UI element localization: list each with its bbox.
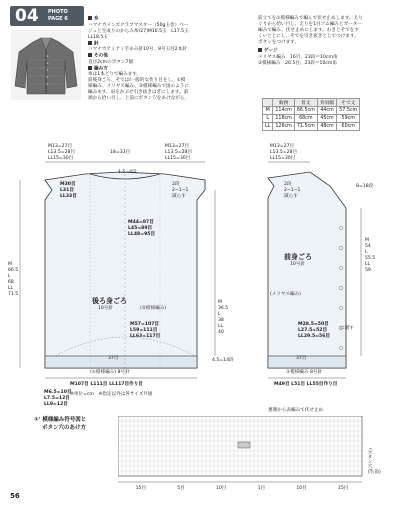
back-height-labels: M 66.5 L 68 LL 71.5 [8, 262, 19, 297]
front-decrease: 2段 2−1−1 減らす [284, 182, 301, 199]
yarn-heading: 糸 [88, 16, 248, 23]
front-cast-on: M49目 L51目 LL55目作り目 [274, 382, 338, 387]
method-line: 端から拾い目し、上前にボタン穴をあけながら、 [88, 96, 190, 101]
collar-rows: M6.5=10目 L7.5=12目 LL9=12目 [44, 390, 72, 407]
back-body-title: 後ろ身ごろ [92, 297, 127, 305]
back-shoulder-labels-right: M13=27目 L13.5=28目 LL15=30目 [165, 144, 193, 161]
stitch-chart-grid [118, 416, 388, 488]
page-label: PAGE 6 [48, 16, 68, 22]
back-side-rows: 4.5=14段 [212, 358, 234, 363]
yarn-line: ハマナカメンズクラブマスター（50g玉巻）ベー [88, 22, 189, 28]
size-table-row: L 118cm 68cm 45cm 59cm [263, 115, 360, 123]
gauge-heading: ゲージ [258, 48, 392, 55]
back-decrease: 2段 2−1−1 減らす [172, 182, 189, 199]
method-line: 糸は1本どりで編みます。 [88, 72, 142, 77]
back-shoulder-labels: M13=27目 L13.5=28目 LL15=30目 [48, 144, 76, 161]
chart-bottom-counts: 15目 5目 10目 1目 10目 15目 [135, 486, 349, 491]
pattern-number: 04 [15, 6, 39, 26]
diagram-note: ※単位=cm ※指定以外は各サイズ共通 [70, 392, 153, 397]
back-pattern-2: (②模様編み) [140, 306, 167, 311]
back-neck-depth: 1.5=4段 [118, 170, 137, 175]
gauge-line: メリヤス編み 16目、23段＝10cm角 [258, 54, 338, 60]
front-shoulder-labels: M13=27目 L13.5=28目 LL15=30目 [270, 144, 298, 161]
chart-section-title: ①' 模様編み符号図と ボタン穴のあけ方 [34, 417, 87, 431]
yarn-line: ジュと生成りのからみ糸(27)M16.5玉 L17.5玉 [88, 28, 189, 34]
chart-side-note: (右前) [368, 470, 381, 475]
back-armhole-labels: M 36.5 L 38 LL 40 [218, 300, 229, 335]
method-continued [258, 16, 392, 67]
back-cast-on: M107目 L111目 LL117目作り目 [70, 382, 143, 387]
photo-label: PHOTO [48, 9, 68, 15]
back-chest-stitches: M44=87目 L45=89目 LL48=95目 [128, 220, 156, 237]
yarn-line: LL18.5玉 [88, 34, 108, 40]
front-height-labels: M 54 L 55.5 LL 59 [365, 238, 376, 273]
method-line: ぐりから拾い目し、えりを1目ゴム編みとガーター [258, 22, 362, 27]
front-ribbing-band [268, 356, 346, 368]
chart-top-note: 裏側から表編みで伏せ止め [268, 408, 324, 413]
size-table-row: LL 126cm 71.5cm 48cm 60cm [263, 123, 360, 131]
back-hem-width: 37目 [108, 356, 119, 361]
method-line: 前立てを①模様編みで編んで伏せ止めします。えり [258, 16, 363, 21]
front-hem-stitches: M28.5=50目 L27.5=52目 LL29.5=56目 [298, 322, 331, 339]
size-table-header: 胸囲 着丈 背肩幅 そで丈 [263, 99, 360, 107]
front-body-title: 前身ごろ [284, 253, 312, 261]
back-neck-width: 18=33目 [110, 150, 131, 155]
method-line: 編みで編み、伏せ止めにします。わきとそでをす [258, 28, 359, 33]
size-table-row: M 114cm 66.5cm 44cm 57.5cm [263, 107, 360, 115]
front-hem-width: 37目 [296, 356, 307, 361]
front-needle: 10号針 [290, 262, 306, 267]
needle-line: ハマナカアミアミ手あみ針10号、8号玉付2本針 [88, 47, 187, 52]
back-needle: 10号針 [98, 306, 114, 311]
other-line: 直径2cmのボタン7個 [88, 59, 134, 65]
method-line: 様編み、メリヤス編み、②模様編みで図のように [88, 84, 189, 89]
gauge-line: ②模様編み 20.5目、23段＝10cm角 [258, 60, 337, 66]
method-line: 編みます。肩をかぶせ引き抜きはぎにします。前 [88, 90, 189, 95]
front-hole-note: に増す [340, 326, 354, 331]
method-heading: 編み方 [88, 66, 248, 73]
needle-heading: 針 [88, 41, 248, 48]
front-band-label: (メリヤス編み) [270, 292, 301, 297]
front-pattern-1: ①模様編み 8号針 [286, 370, 323, 375]
size-table [262, 98, 360, 131]
method-line: くいとじにし、そでを引き抜きとじでつけます。 [258, 34, 359, 39]
page-number: 56 [10, 492, 20, 500]
ribbing-band [45, 356, 197, 368]
back-body-diagram [0, 138, 240, 398]
pattern-number-badge [10, 6, 84, 26]
back-hem-stitches: M57=107目 L59=111目 LL63=117目 [130, 322, 161, 339]
buttonhole-label: (ボタン穴) [367, 448, 372, 470]
sweater-photo [11, 30, 81, 100]
method-line: 前後身ごろ、そではⅠ一般的な作り目をし、①模 [88, 78, 186, 83]
other-heading: その他 [88, 53, 248, 60]
materials-block [88, 16, 248, 102]
back-sleeve-stitches: M30目 L31目 LL33目 [60, 182, 77, 199]
back-pattern-1: (①模様編み) 8号針 [90, 370, 130, 375]
front-neck-depth: 8=18段 [356, 184, 374, 189]
method-line: ボタンをつけます。 [258, 40, 299, 45]
